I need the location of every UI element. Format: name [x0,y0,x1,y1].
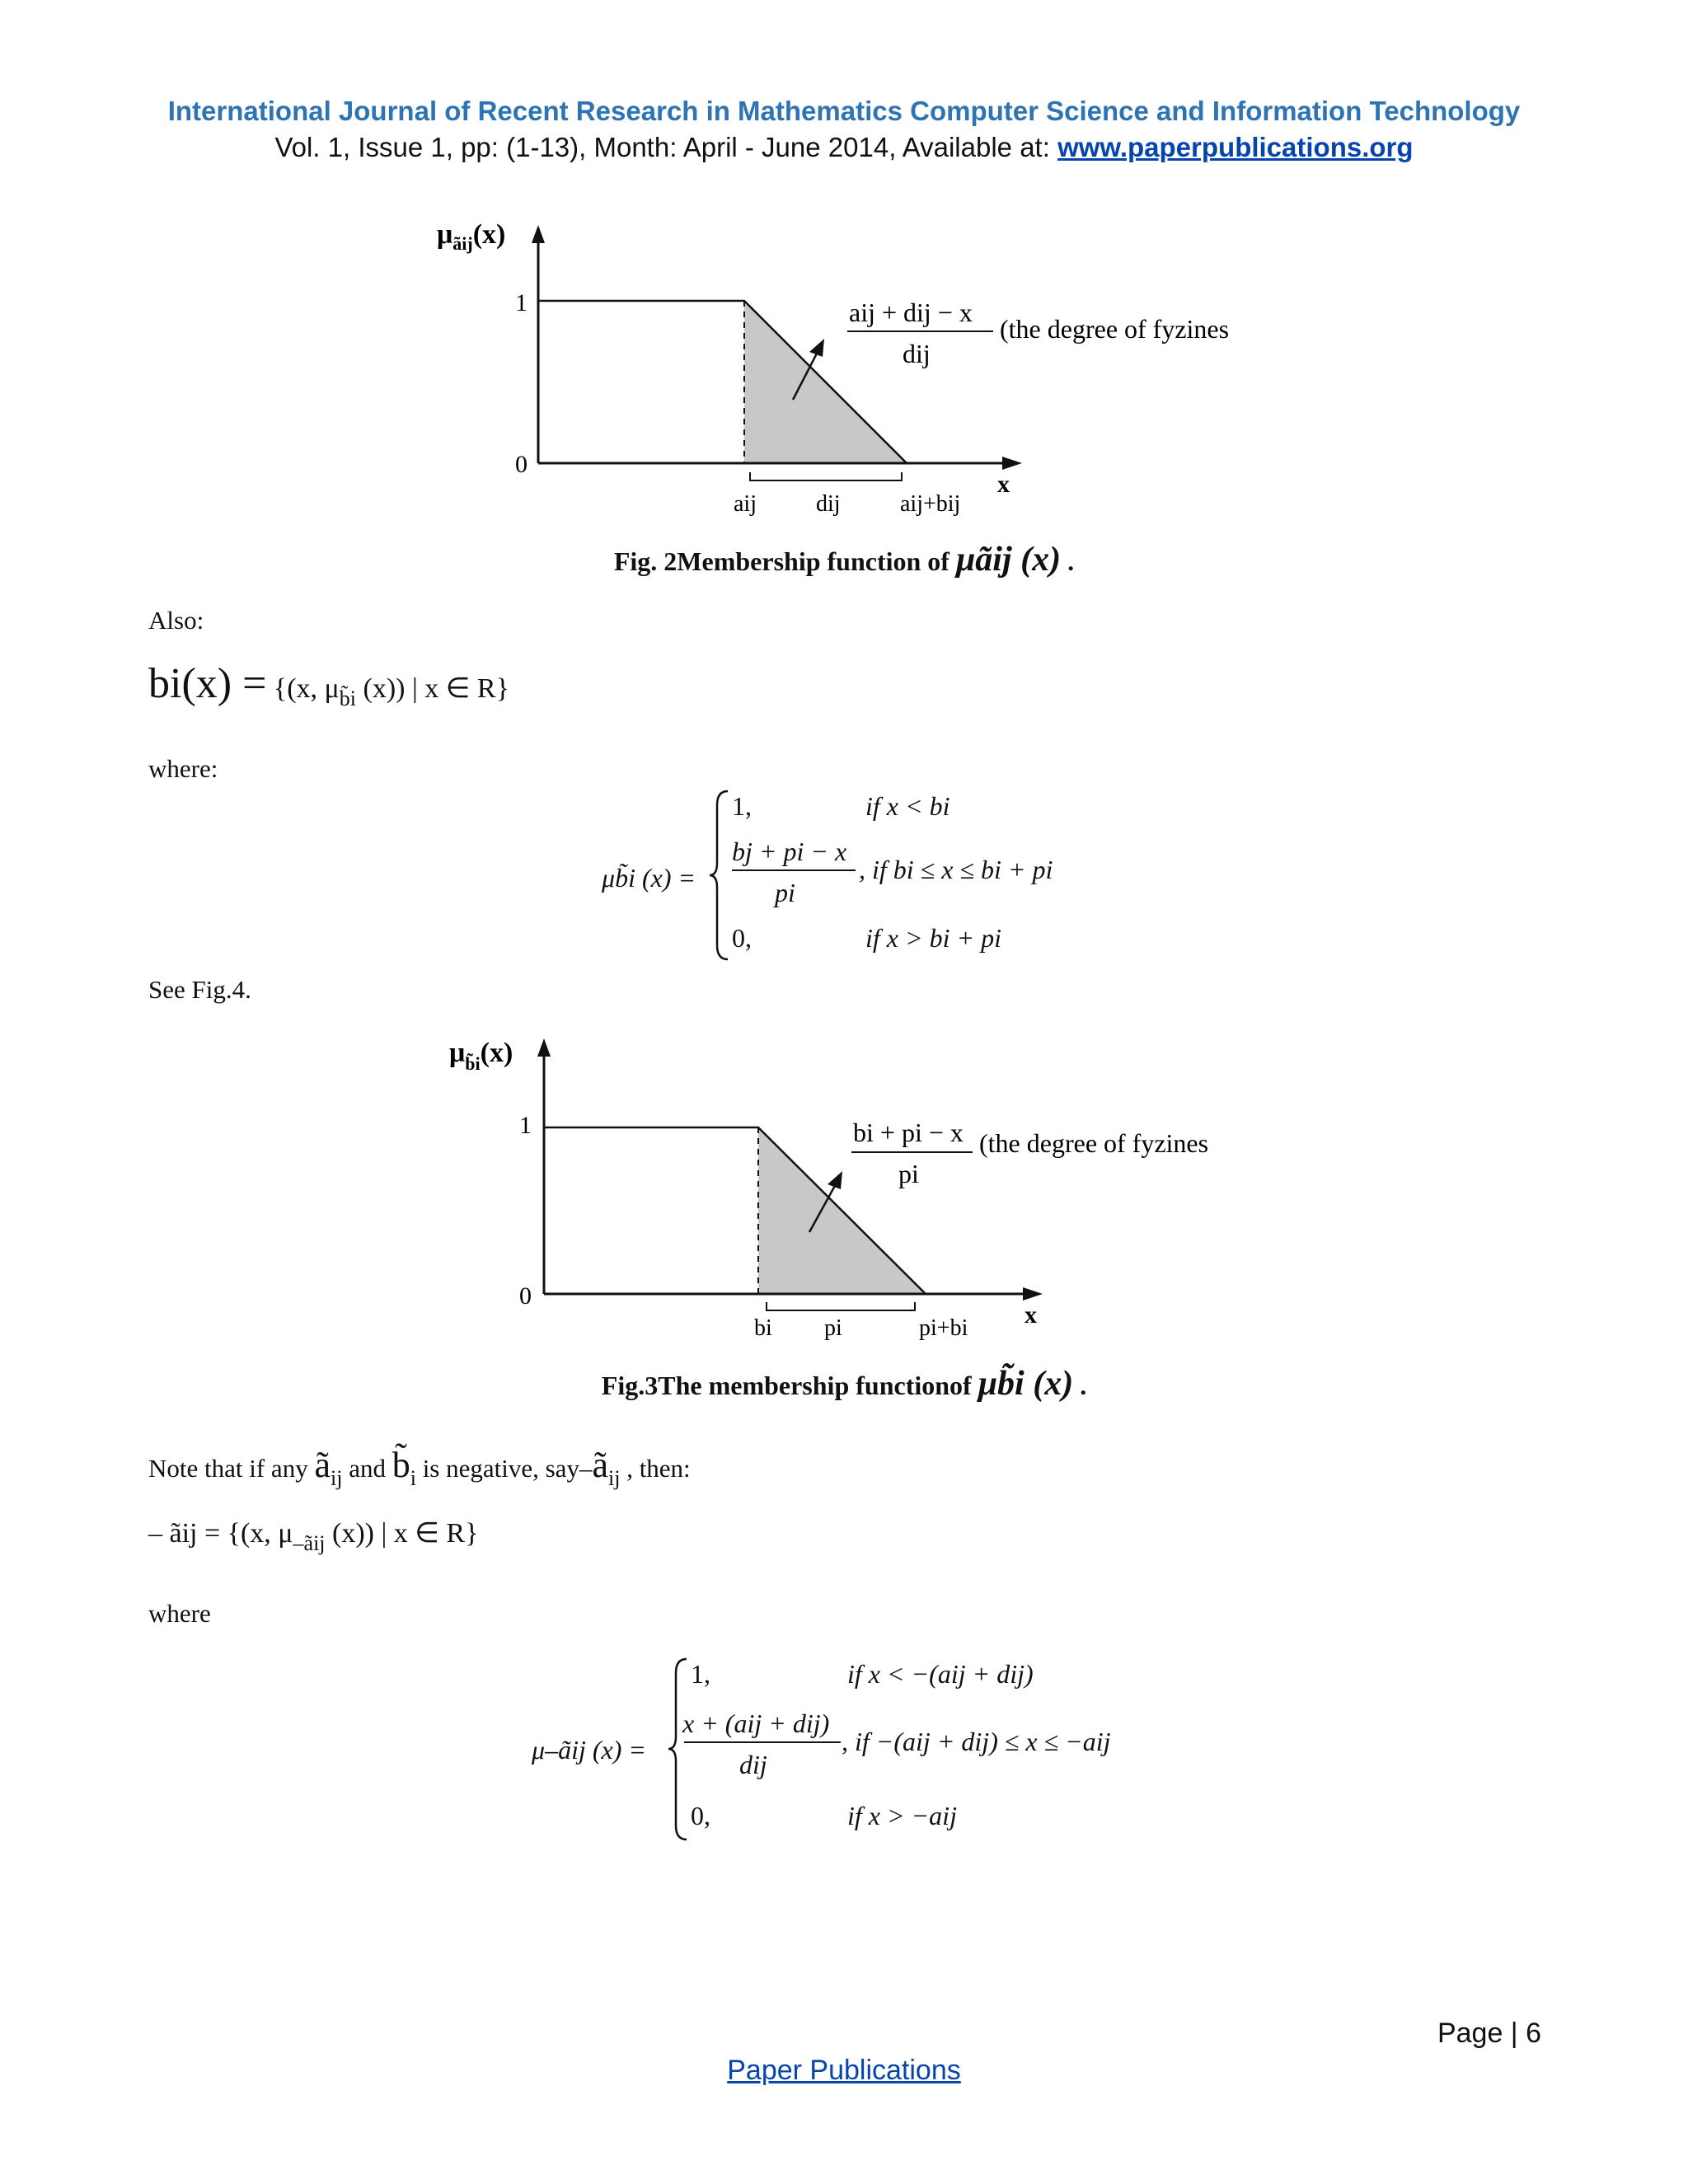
piecewise-b [602,787,1179,977]
pointer-arrowhead [809,339,824,357]
fraction-numerator: aij + dij − x [849,298,973,327]
y-axis-label: $\mu_{ãij}(x)$ [437,219,506,254]
issue-text: Vol. 1, Issue 1, pp: (1-13), Month: April - June 2014, Available at: [274,132,1058,162]
neg-a-lhs: – ãij = {(x, μ [148,1518,293,1549]
fig3-caption-math: μb̃i (x) [978,1365,1074,1403]
pw1-r2-num: bj + pi − x [732,837,847,866]
pw2-brace [666,1657,691,1842]
pw2-r3-cond: if x > −aij [847,1801,957,1830]
fraction-numerator: bi + pi − x [853,1118,964,1147]
neg-a-end: (x)) | x ∈ R} [332,1518,479,1549]
neg-a-sub: –ãij [293,1531,326,1555]
note-prefix: Note that if any [148,1454,308,1483]
also-label: Also: [148,606,204,635]
x-tick-pb: pi+bi [919,1315,968,1341]
x-tick-d: dij [816,491,841,517]
b-set-sub: b̃i [339,687,357,710]
pw1-r1-val: 1, [732,791,752,821]
fig2-caption-math: μãij (x) [955,541,1062,579]
y-axis-label: $\mu_{b̃i}(x)$ [449,1038,513,1074]
neg-a-tilde-symbol: $ã_{ij}$ [592,1445,621,1490]
b-set-equation [148,659,509,711]
pw2-r2-bar [684,1741,841,1743]
pw1-brace [707,789,732,962]
tick-label-one: 1 [515,289,528,316]
fig2-caption-text: Fig. 2Membership function of [613,546,956,576]
note-and: and [349,1454,386,1483]
where-label-1: where: [148,754,218,783]
x-axis-arrow [1002,457,1022,470]
x-axis-arrow [1023,1287,1043,1301]
fig2-caption: Fig. 2Membership function of μãij (x) . [613,541,1075,579]
x-tick-ab: aij+bij [900,491,961,517]
tick-label-one: 1 [519,1112,532,1139]
a-tilde-symbol: $ã_{ij}$ [314,1445,343,1490]
neg-a-set-equation [148,1516,478,1556]
pw2-r2-num: x + (aij + dij) [682,1708,830,1738]
tick-label-zero: 0 [519,1282,532,1310]
b-set-open: {(x, μ [273,673,340,704]
see-fig-label: See Fig.4. [148,975,251,1004]
pw2-r1-val: 1, [691,1659,710,1689]
pw1-r2-den: pi [775,878,795,907]
p-bracket [767,1302,915,1310]
pw1-r2-bar [732,869,856,871]
fraction-denominator: pi [898,1159,919,1188]
journal-title: International Journal of Recent Research in Mathematics Computer Science and Information Technology [167,96,1521,126]
pointer-arrowhead [828,1171,842,1189]
pw1-r3-val: 0, [732,923,752,953]
x-axis-label: x [1025,1301,1037,1329]
b-set-lhs: bi(x) = [148,660,267,707]
figure-3 [420,1030,1311,1368]
pw2-r1-cond: if x < −(aij + dij) [847,1659,1034,1689]
fig3-caption-text: Fig.3The membership functionof [601,1371,978,1400]
pw2-r2-cond: , if −(aij + dij) ≤ x ≤ −aij [842,1727,1111,1756]
x-tick-a: aij [734,491,757,517]
fig3-caption: Fig.3The membership functionof μb̃i (x) . [601,1365,1087,1403]
pw1-lhs: μb̃i (x) = [602,863,696,893]
pw1-r2-cond: , if bi ≤ x ≤ bi + pi [859,855,1053,884]
page-number: Page | 6 [1437,2018,1541,2049]
piecewise-neg-a [532,1652,1191,1850]
fraction-denominator: dij [903,339,931,368]
negative-note [148,1444,691,1491]
fuzziness-note: (the degree of fyzines [979,1128,1209,1158]
y-axis-arrow [532,225,545,243]
fuzziness-note: (the degree of fyzines [1000,314,1230,344]
issue-info [0,132,1688,163]
journal-url-link[interactable]: www.paperpublications.org [1057,132,1414,162]
pw1-r1-cond: if x < bi [865,791,950,821]
b-tilde-symbol: $b̃_i$ [392,1445,416,1490]
pw2-r2-den: dij [739,1750,767,1779]
pw2-lhs: μ–ãij (x) = [532,1735,646,1765]
b-set-close: (x)) | x ∈ R} [363,673,509,704]
d-bracket [750,472,902,480]
note-mid: is negative, say– [422,1454,593,1483]
publisher-link[interactable]: Paper Publications [727,2055,961,2086]
x-tick-b: bi [754,1315,772,1341]
where-label-2: where [148,1599,211,1628]
pw2-r3-val: 0, [691,1801,710,1830]
pw1-r3-cond: if x > bi + pi [865,923,1001,953]
x-tick-p: pi [824,1315,842,1341]
x-axis-label: x [997,471,1010,498]
y-axis-arrow [537,1038,551,1057]
note-end: , then: [626,1454,691,1483]
tick-label-zero: 0 [515,451,528,478]
